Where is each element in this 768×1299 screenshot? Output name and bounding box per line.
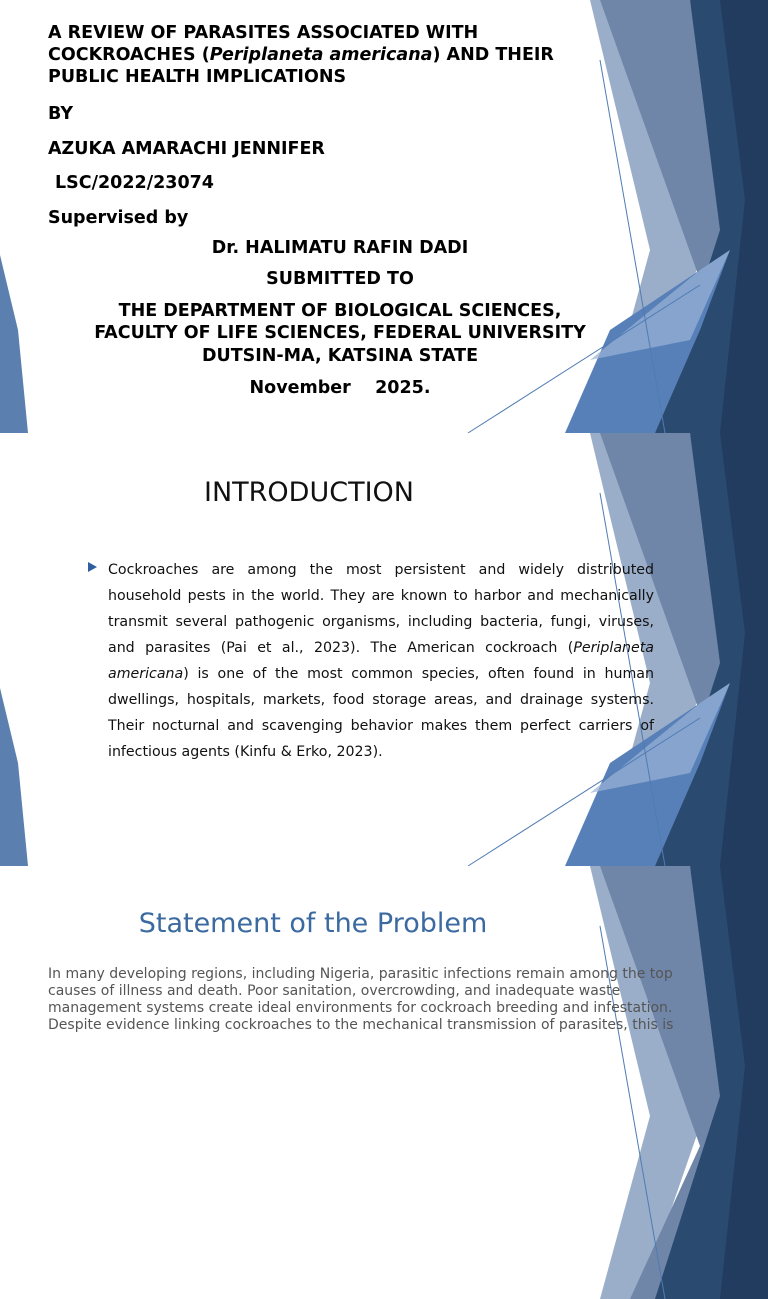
intro-species-name: Periplaneta americana — [108, 640, 654, 682]
title-text: A REVIEW OF PARASITES ASSOCIATED WITH COCKROACHES ( — [48, 23, 479, 65]
submission-date: November 2025. — [249, 378, 431, 398]
department-line-1: THE DEPARTMENT OF BIOLOGICAL SCIENCES, — [118, 301, 562, 321]
problem-statement-paragraph: In many developing regions, including Nigeria, parasitic infections remain among the top causes of illness and death. Poor sanitation, overcrowding, and inadequate waste management systems create ideal environments for cockroach breeding and infestation. Despite evidence linking cockroaches to the mechanical transmission of parasites, this is — [48, 966, 674, 1033]
department-line-3: DUTSIN-MA, KATSINA STATE — [201, 346, 479, 366]
problem-statement-slide — [0, 866, 768, 1033]
title-text-end: ) AND THEIR PUBLIC HEALTH IMPLICATIONS — [48, 45, 554, 87]
title-slide — [0, 0, 768, 433]
registration-number: LSC/2022/23074 — [55, 173, 214, 193]
introduction-heading: INTRODUCTION — [204, 477, 414, 508]
presentation-title — [48, 22, 618, 88]
intro-text-end: ) is one of the most common species, often found in human dwellings, hospitals, markets, food storage areas, and drainage systems. Their nocturnal and scavenging behavior makes them perfect carriers of infectious agents (Kinfu & Erko, 2023). — [108, 666, 654, 760]
introduction-slide — [0, 433, 768, 866]
supervisor-name: Dr. HALIMATU RAFIN DADI — [211, 238, 469, 258]
problem-statement-heading: Statement of the Problem — [138, 908, 488, 939]
title-species-name: Periplaneta americana — [209, 45, 433, 65]
author-name: AZUKA AMARACHI JENNIFER — [48, 139, 325, 159]
department-line-2: FACULTY OF LIFE SCIENCES, FEDERAL UNIVERSITY — [94, 323, 586, 343]
submitted-label: SUBMITTED TO — [266, 269, 414, 289]
supervised-label: Supervised by — [48, 208, 189, 228]
bullet-arrow-icon — [87, 561, 99, 573]
intro-text: Cockroaches are among the most persistent and widely distributed household pests in the world. They are known to harbor and mechanically transmit several pathogenic organisms, including bacteria, fungi, viruses, and parasites (Pai et al., 2023). The American cockroach ( — [108, 562, 654, 656]
by-label: BY — [48, 104, 74, 124]
introduction-paragraph — [108, 557, 654, 765]
